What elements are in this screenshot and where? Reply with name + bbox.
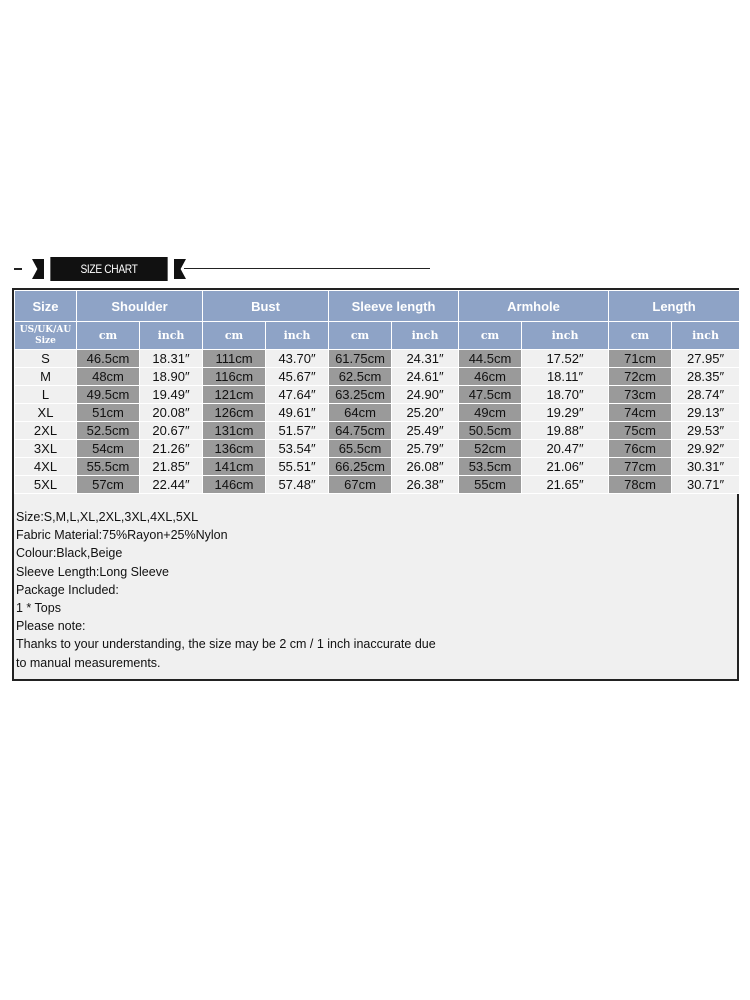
inch-value-cell: 55.51″ bbox=[266, 458, 329, 476]
inch-value-cell: 17.52″ bbox=[522, 350, 609, 368]
inch-value-cell: 26.38″ bbox=[392, 476, 459, 494]
size-table bbox=[14, 290, 740, 494]
info-line: Fabric Material:75%Rayon+25%Nylon bbox=[16, 528, 228, 543]
table-row bbox=[15, 386, 740, 404]
table-row bbox=[15, 458, 740, 476]
inch-value-cell: 25.20″ bbox=[392, 404, 459, 422]
table-row bbox=[15, 368, 740, 386]
cm-value-cell: 54cm bbox=[77, 440, 140, 458]
cm-value-cell: 146cm bbox=[203, 476, 266, 494]
inch-value-cell: 21.85″ bbox=[140, 458, 203, 476]
inch-value-cell: 27.95″ bbox=[672, 350, 740, 368]
cm-value-cell: 47.5cm bbox=[459, 386, 522, 404]
table-row bbox=[15, 476, 740, 494]
ribbon-left-notch bbox=[32, 259, 44, 279]
inch-value-cell: 21.65″ bbox=[522, 476, 609, 494]
inch-value-cell: 18.70″ bbox=[522, 386, 609, 404]
size-cell: 5XL bbox=[15, 476, 77, 494]
inch-value-cell: 29.53″ bbox=[672, 422, 740, 440]
cm-value-cell: 131cm bbox=[203, 422, 266, 440]
inch-value-cell: 51.57″ bbox=[266, 422, 329, 440]
size-chart-panel bbox=[12, 288, 739, 681]
product-info bbox=[16, 508, 436, 672]
inch-value-cell: 29.92″ bbox=[672, 440, 740, 458]
unit-cm-header: cm bbox=[77, 322, 140, 350]
cm-value-cell: 121cm bbox=[203, 386, 266, 404]
inch-value-cell: 24.31″ bbox=[392, 350, 459, 368]
inch-value-cell: 43.70″ bbox=[266, 350, 329, 368]
cm-value-cell: 78cm bbox=[609, 476, 672, 494]
inch-value-cell: 28.74″ bbox=[672, 386, 740, 404]
inch-value-cell: 20.08″ bbox=[140, 404, 203, 422]
cm-value-cell: 48cm bbox=[77, 368, 140, 386]
size-cell: 2XL bbox=[15, 422, 77, 440]
size-cell: L bbox=[15, 386, 77, 404]
unit-cm-header: cm bbox=[609, 322, 672, 350]
cm-value-cell: 71cm bbox=[609, 350, 672, 368]
cm-value-cell: 62.5cm bbox=[329, 368, 392, 386]
cm-value-cell: 55cm bbox=[459, 476, 522, 494]
inch-value-cell: 21.06″ bbox=[522, 458, 609, 476]
cm-value-cell: 75cm bbox=[609, 422, 672, 440]
inch-value-cell: 19.88″ bbox=[522, 422, 609, 440]
unit-inch-header: inch bbox=[672, 322, 740, 350]
inch-value-cell: 20.67″ bbox=[140, 422, 203, 440]
info-line: Please note: bbox=[16, 619, 86, 634]
cm-value-cell: 76cm bbox=[609, 440, 672, 458]
inch-value-cell: 21.26″ bbox=[140, 440, 203, 458]
inch-value-cell: 24.61″ bbox=[392, 368, 459, 386]
cm-value-cell: 50.5cm bbox=[459, 422, 522, 440]
inch-value-cell: 25.79″ bbox=[392, 440, 459, 458]
inch-value-cell: 18.11″ bbox=[522, 368, 609, 386]
table-row bbox=[15, 404, 740, 422]
info-line: Thanks to your understanding, the size may be 2 cm / 1 inch inaccurate due bbox=[16, 637, 436, 652]
cm-value-cell: 73cm bbox=[609, 386, 672, 404]
info-line: to manual measurements. bbox=[16, 655, 161, 670]
inch-value-cell: 24.90″ bbox=[392, 386, 459, 404]
inch-value-cell: 20.47″ bbox=[522, 440, 609, 458]
info-line: Colour:Black,Beige bbox=[16, 546, 123, 561]
table-row bbox=[15, 422, 740, 440]
cm-value-cell: 67cm bbox=[329, 476, 392, 494]
inch-value-cell: 57.48″ bbox=[266, 476, 329, 494]
cm-value-cell: 63.25cm bbox=[329, 386, 392, 404]
size-table-body bbox=[15, 350, 740, 494]
cm-value-cell: 53.5cm bbox=[459, 458, 522, 476]
inch-value-cell: 47.64″ bbox=[266, 386, 329, 404]
cm-value-cell: 64.75cm bbox=[329, 422, 392, 440]
cm-value-cell: 116cm bbox=[203, 368, 266, 386]
cm-value-cell: 49cm bbox=[459, 404, 522, 422]
banner-ribbon bbox=[32, 257, 186, 281]
banner-title: SIZE CHART bbox=[50, 257, 167, 281]
unit-inch-header: inch bbox=[392, 322, 459, 350]
cm-value-cell: 77cm bbox=[609, 458, 672, 476]
unit-cm-header: cm bbox=[459, 322, 522, 350]
inch-value-cell: 28.35″ bbox=[672, 368, 740, 386]
col-armhole-header: Armhole bbox=[459, 291, 609, 322]
inch-value-cell: 19.49″ bbox=[140, 386, 203, 404]
info-line: 1 * Tops bbox=[16, 601, 61, 616]
cm-value-cell: 72cm bbox=[609, 368, 672, 386]
col-sleeve-length-header: Sleeve length bbox=[329, 291, 459, 322]
cm-value-cell: 61.75cm bbox=[329, 350, 392, 368]
cm-value-cell: 141cm bbox=[203, 458, 266, 476]
cm-value-cell: 64cm bbox=[329, 404, 392, 422]
info-line: Sleeve Length:Long Sleeve bbox=[16, 564, 169, 579]
cm-value-cell: 136cm bbox=[203, 440, 266, 458]
size-cell: XL bbox=[15, 404, 77, 422]
size-cell: M bbox=[15, 368, 77, 386]
info-line: Size:S,M,L,XL,2XL,3XL,4XL,5XL bbox=[16, 510, 199, 524]
cm-value-cell: 46.5cm bbox=[77, 350, 140, 368]
size-cell: 4XL bbox=[15, 458, 77, 476]
unit-inch-header: inch bbox=[522, 322, 609, 350]
col-size-header: Size bbox=[15, 291, 77, 322]
unit-cm-header: cm bbox=[329, 322, 392, 350]
cm-value-cell: 111cm bbox=[203, 350, 266, 368]
inch-value-cell: 53.54″ bbox=[266, 440, 329, 458]
inch-value-cell: 22.44″ bbox=[140, 476, 203, 494]
cm-value-cell: 46cm bbox=[459, 368, 522, 386]
inch-value-cell: 18.31″ bbox=[140, 350, 203, 368]
banner-lead-dash bbox=[14, 268, 22, 270]
cm-value-cell: 49.5cm bbox=[77, 386, 140, 404]
size-chart-banner bbox=[14, 256, 434, 282]
cm-value-cell: 52cm bbox=[459, 440, 522, 458]
banner-rule bbox=[184, 268, 430, 269]
table-row bbox=[15, 440, 740, 458]
table-row bbox=[15, 350, 740, 368]
size-cell: S bbox=[15, 350, 77, 368]
size-region-label: US/UK/AU Size bbox=[15, 322, 77, 350]
unit-inch-header: inch bbox=[266, 322, 329, 350]
cm-value-cell: 51cm bbox=[77, 404, 140, 422]
size-cell: 3XL bbox=[15, 440, 77, 458]
ribbon-right-notch bbox=[174, 259, 186, 279]
inch-value-cell: 26.08″ bbox=[392, 458, 459, 476]
inch-value-cell: 45.67″ bbox=[266, 368, 329, 386]
cm-value-cell: 66.25cm bbox=[329, 458, 392, 476]
inch-value-cell: 18.90″ bbox=[140, 368, 203, 386]
table-group-header-row bbox=[15, 291, 740, 322]
inch-value-cell: 49.61″ bbox=[266, 404, 329, 422]
col-shoulder-header: Shoulder bbox=[77, 291, 203, 322]
cm-value-cell: 74cm bbox=[609, 404, 672, 422]
unit-inch-header: inch bbox=[140, 322, 203, 350]
inch-value-cell: 25.49″ bbox=[392, 422, 459, 440]
cm-value-cell: 57cm bbox=[77, 476, 140, 494]
inch-value-cell: 19.29″ bbox=[522, 404, 609, 422]
col-length-header: Length bbox=[609, 291, 740, 322]
info-line: Package Included: bbox=[16, 582, 119, 597]
cm-value-cell: 65.5cm bbox=[329, 440, 392, 458]
cm-value-cell: 52.5cm bbox=[77, 422, 140, 440]
col-bust-header: Bust bbox=[203, 291, 329, 322]
inch-value-cell: 29.13″ bbox=[672, 404, 740, 422]
unit-cm-header: cm bbox=[203, 322, 266, 350]
table-unit-header-row bbox=[15, 322, 740, 350]
cm-value-cell: 44.5cm bbox=[459, 350, 522, 368]
cm-value-cell: 126cm bbox=[203, 404, 266, 422]
cm-value-cell: 55.5cm bbox=[77, 458, 140, 476]
inch-value-cell: 30.71″ bbox=[672, 476, 740, 494]
inch-value-cell: 30.31″ bbox=[672, 458, 740, 476]
